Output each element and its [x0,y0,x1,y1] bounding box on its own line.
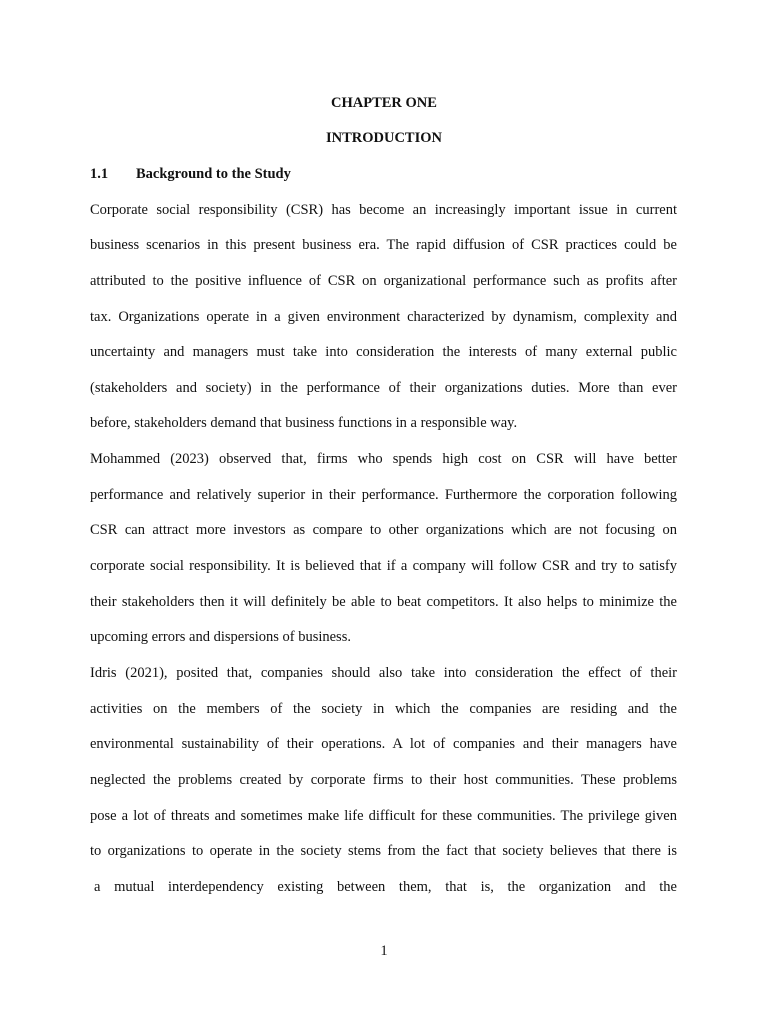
text-line: (stakeholders and society) in the performance of their organizations duties. More than ever [90,380,677,396]
text-line: neglected the problems created by corporate firms to their host communities. These problems [90,772,677,788]
chapter-label: CHAPTER ONE [331,95,437,111]
section-heading [90,164,291,184]
section-title: Background to the Study [136,166,291,182]
text-line: a mutual interdependency existing between them, that is, the organization and the [94,879,677,895]
text-line: before, stakeholders demand that business functions in a responsible way. [90,415,518,431]
text-line: pose a lot of threats and sometimes make life difficult for these communities. The privilege given [90,808,677,824]
text-line: business scenarios in this present business era. The rapid diffusion of CSR practices could be [90,237,677,253]
chapter-title: INTRODUCTION [325,130,442,146]
section-number: 1.1 [90,166,109,182]
text-line: their stakeholders then it will definitely be able to beat competitors. It also helps to minimize the [90,594,677,610]
text-line: tax. Organizations operate in a given environment characterized by dynamism, complexity and [90,309,677,325]
text-line: to organizations to operate in the society stems from the fact that society believes that there is [90,843,677,859]
text-line: performance and relatively superior in their performance. Furthermore the corporation following [90,487,677,503]
text-line: Mohammed (2023) observed that, firms who spends high cost on CSR will have better [90,451,677,467]
text-line: attributed to the positive influence of CSR on organizational performance such as profits after [90,273,677,289]
text-line: corporate social responsibility. It is believed that if a company will follow CSR and try to satisfy [90,558,677,574]
text-line: environmental sustainability of their operations. A lot of companies and their managers have [90,736,677,752]
text-line: upcoming errors and dispersions of business. [90,629,351,645]
text-line: Corporate social responsibility (CSR) has become an increasingly important issue in current [90,202,677,218]
text-line: CSR can attract more investors as compare to other organizations which are not focusing on [90,522,677,538]
text-line: uncertainty and managers must take into consideration the interests of many external public [90,344,677,360]
page-number: 1 [380,943,388,959]
text-line: activities on the members of the society in which the companies are residing and the [90,701,677,717]
text-line: Idris (2021), posited that, companies should also take into consideration the effect of their [90,665,677,681]
